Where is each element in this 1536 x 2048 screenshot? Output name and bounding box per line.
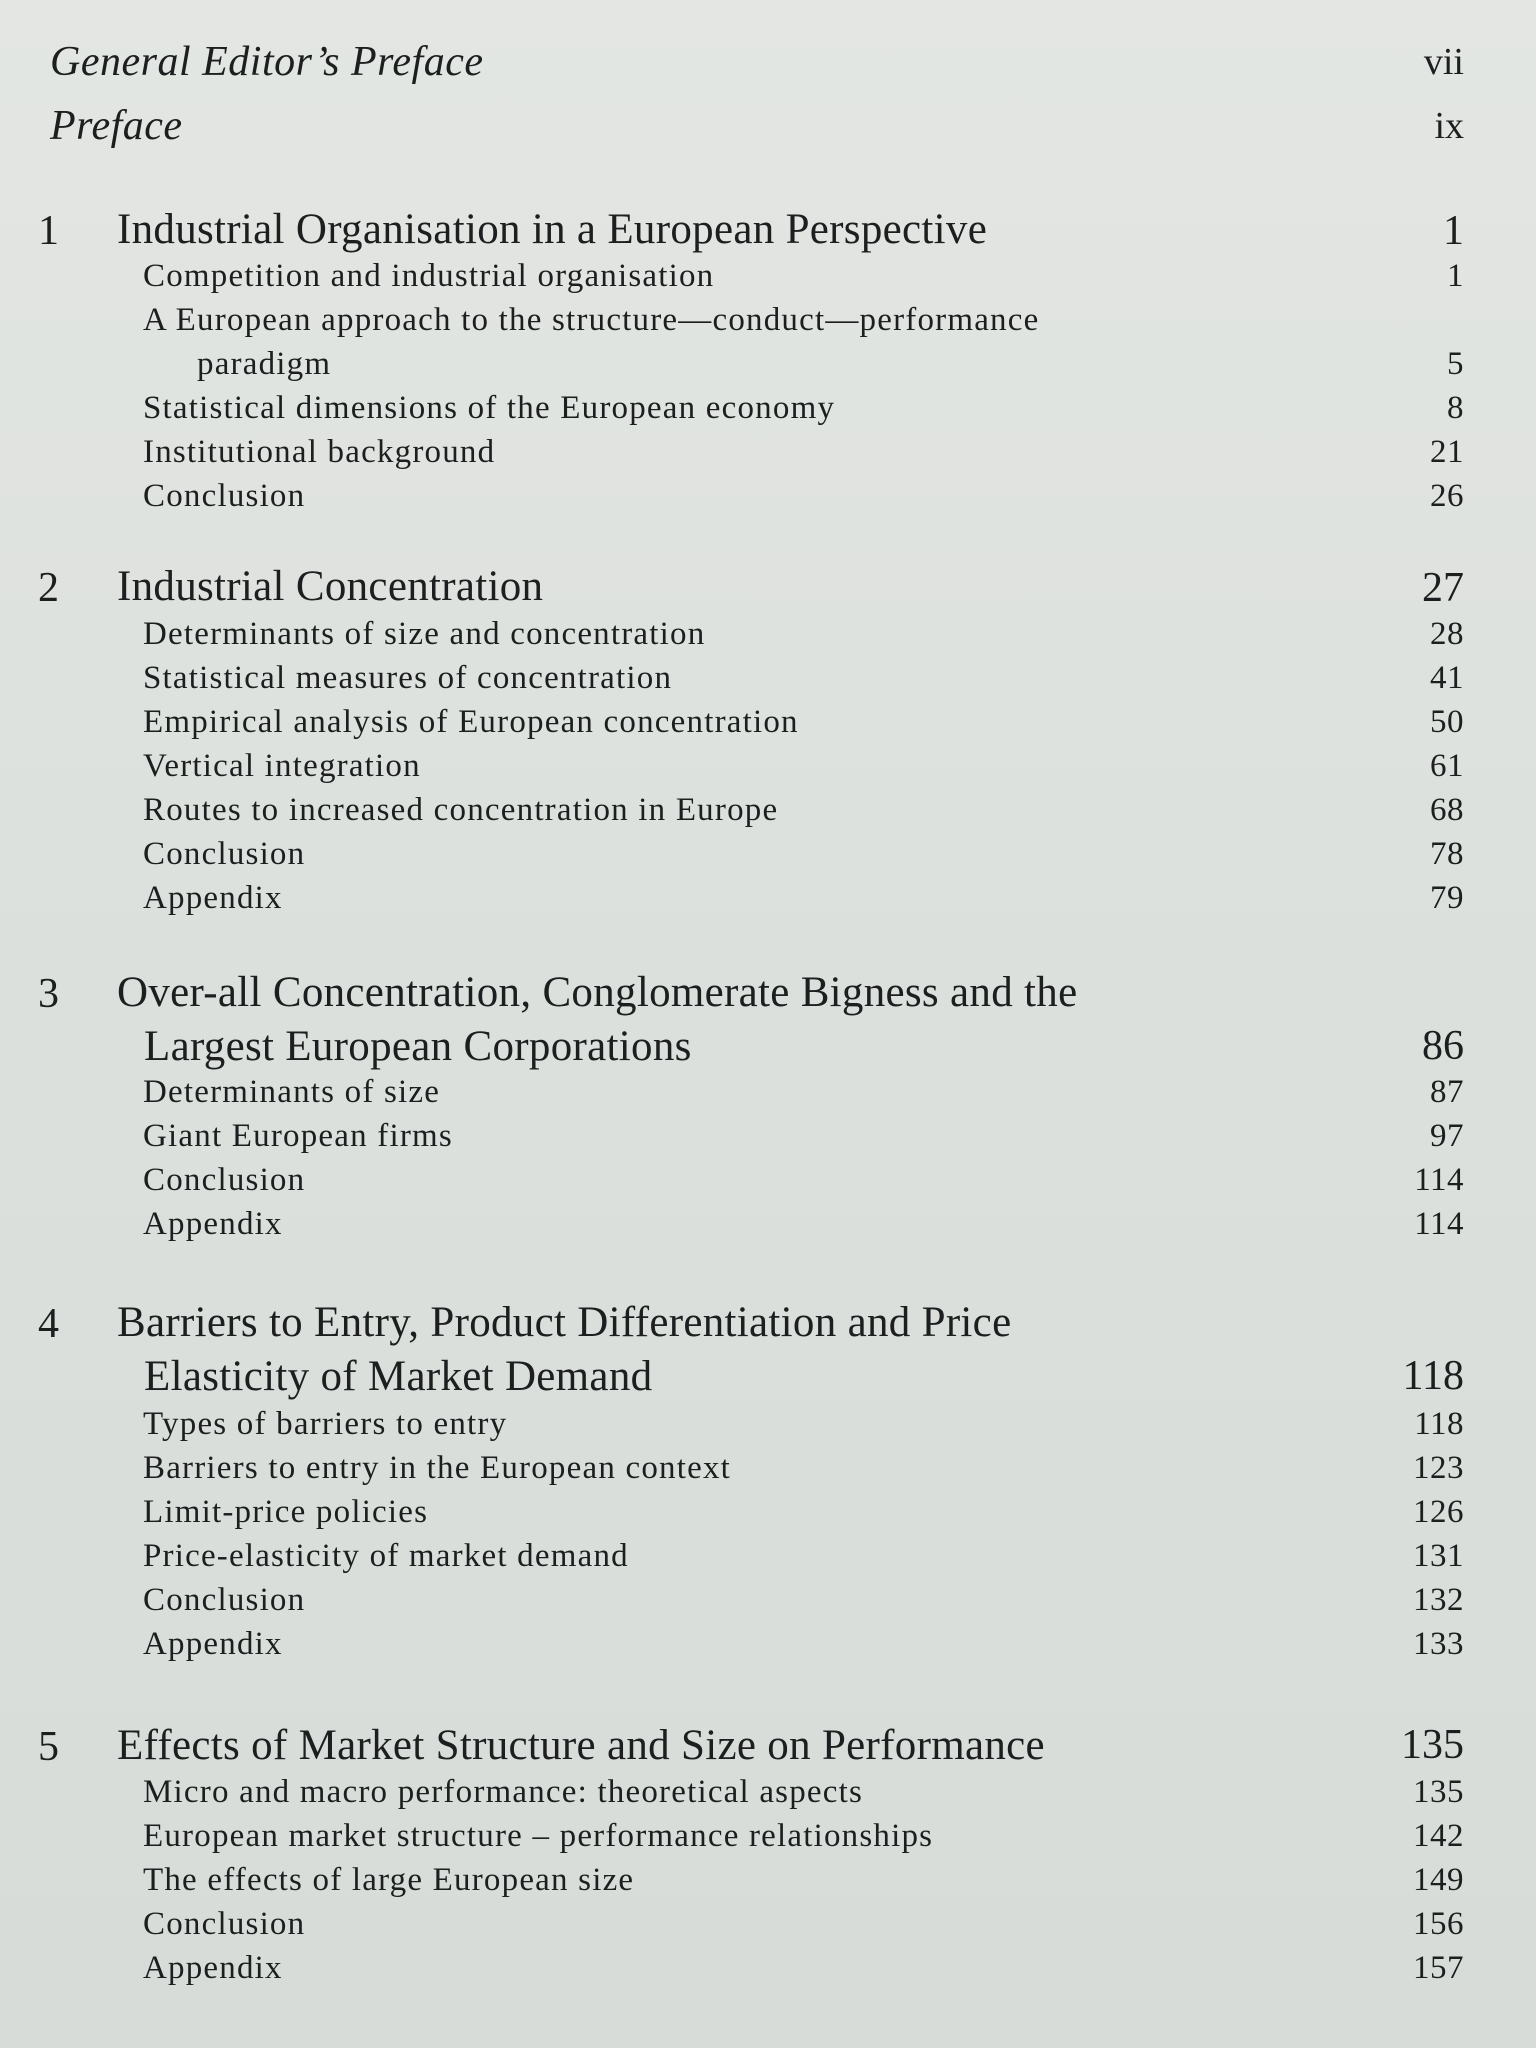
section-title[interactable]: Conclusion [143, 836, 306, 872]
section-title[interactable]: Conclusion [143, 1906, 306, 1942]
section-title[interactable]: Conclusion [143, 478, 306, 514]
section-title[interactable]: Appendix [143, 1950, 283, 1986]
section-page: 28 [1430, 616, 1464, 652]
section-page: 8 [1447, 390, 1464, 426]
chapter-number: 2 [38, 565, 59, 611]
chapter-page: 1 [1443, 208, 1464, 254]
chapter-page: 118 [1402, 1353, 1464, 1399]
section-title[interactable]: The effects of large European size [143, 1862, 635, 1898]
chapter-number: 3 [38, 971, 59, 1017]
chapter-title[interactable]: Industrial Organisation in a European Perspective [117, 206, 988, 253]
section-page: 133 [1413, 1626, 1464, 1662]
section-page: 50 [1430, 704, 1464, 740]
section-page: 142 [1413, 1818, 1464, 1854]
chapter-title[interactable]: Over-all Concentration, Conglomerate Bigness and the [117, 969, 1078, 1016]
section-title[interactable]: Micro and macro performance: theoretical aspects [143, 1774, 864, 1810]
chapter-title-continued[interactable]: Elasticity of Market Demand [144, 1353, 653, 1400]
chapter-number: 1 [38, 208, 59, 254]
section-title[interactable]: Conclusion [143, 1582, 306, 1618]
chapter-title[interactable]: Effects of Market Structure and Size on Performance [117, 1722, 1045, 1769]
section-title[interactable]: Vertical integration [143, 748, 421, 784]
front-matter-page: vii [1423, 41, 1464, 83]
section-title[interactable]: Price-elasticity of market demand [143, 1538, 629, 1574]
section-page: 132 [1413, 1582, 1464, 1618]
section-title[interactable]: Appendix [143, 1206, 283, 1242]
section-page: 131 [1413, 1538, 1464, 1574]
section-page: 1 [1447, 258, 1464, 294]
chapter-page: 135 [1401, 1722, 1464, 1768]
section-title[interactable]: Types of barriers to entry [143, 1406, 508, 1442]
section-page: 79 [1430, 880, 1464, 916]
section-page: 123 [1413, 1450, 1464, 1486]
section-page: 61 [1430, 748, 1464, 784]
section-page: 68 [1430, 792, 1464, 828]
section-title[interactable]: Determinants of size and concentration [143, 616, 706, 652]
section-page: 21 [1430, 434, 1464, 470]
section-title[interactable]: Conclusion [143, 1162, 306, 1198]
section-page: 5 [1447, 346, 1464, 382]
section-title[interactable]: Appendix [143, 880, 283, 916]
section-page: 26 [1430, 478, 1464, 514]
section-page: 87 [1430, 1074, 1464, 1110]
section-page: 41 [1430, 660, 1464, 696]
section-title[interactable]: Institutional background [143, 434, 496, 470]
section-title[interactable]: European market structure – performance relationships [143, 1818, 934, 1854]
section-page: 97 [1430, 1118, 1464, 1154]
section-page: 156 [1413, 1906, 1464, 1942]
section-title[interactable]: Limit-price policies [143, 1494, 429, 1530]
section-page: 149 [1413, 1862, 1464, 1898]
section-page: 78 [1430, 836, 1464, 872]
section-title-continued[interactable]: paradigm [197, 346, 332, 382]
section-title[interactable]: Appendix [143, 1626, 283, 1662]
section-page: 126 [1413, 1494, 1464, 1530]
front-matter-page: ix [1434, 105, 1464, 147]
section-title[interactable]: Routes to increased concentration in Europe [143, 792, 779, 828]
front-matter-title: Preface [50, 103, 183, 149]
section-title[interactable]: Empirical analysis of European concentration [143, 704, 799, 740]
chapter-number: 5 [38, 1724, 59, 1770]
toc-entry-front-matter[interactable] [50, 38, 483, 86]
section-page: 157 [1413, 1950, 1464, 1986]
section-page: 118 [1414, 1406, 1464, 1442]
chapter-page: 86 [1422, 1023, 1464, 1069]
section-page: 114 [1414, 1206, 1464, 1242]
toc-entry-front-matter[interactable] [50, 102, 183, 150]
chapter-page: 27 [1422, 565, 1464, 611]
chapter-title-continued[interactable]: Largest European Corporations [144, 1023, 692, 1070]
section-page: 114 [1414, 1162, 1464, 1198]
chapter-title[interactable]: Industrial Concentration [117, 563, 544, 610]
section-title[interactable]: Barriers to entry in the European context [143, 1450, 732, 1486]
section-title[interactable]: Statistical measures of concentration [143, 660, 673, 696]
chapter-title[interactable]: Barriers to Entry, Product Differentiation and Price [117, 1299, 1012, 1346]
section-page: 135 [1413, 1774, 1464, 1810]
front-matter-title: General Editor’s Preface [50, 39, 484, 85]
section-title[interactable]: Competition and industrial organisation [143, 258, 715, 294]
chapter-number: 4 [38, 1301, 59, 1347]
section-title[interactable]: Giant European firms [143, 1118, 453, 1154]
section-title[interactable]: Determinants of size [143, 1074, 441, 1110]
section-title[interactable]: A European approach to the structure—conduct—performance [143, 302, 1040, 338]
section-title[interactable]: Statistical dimensions of the European economy [143, 390, 836, 426]
